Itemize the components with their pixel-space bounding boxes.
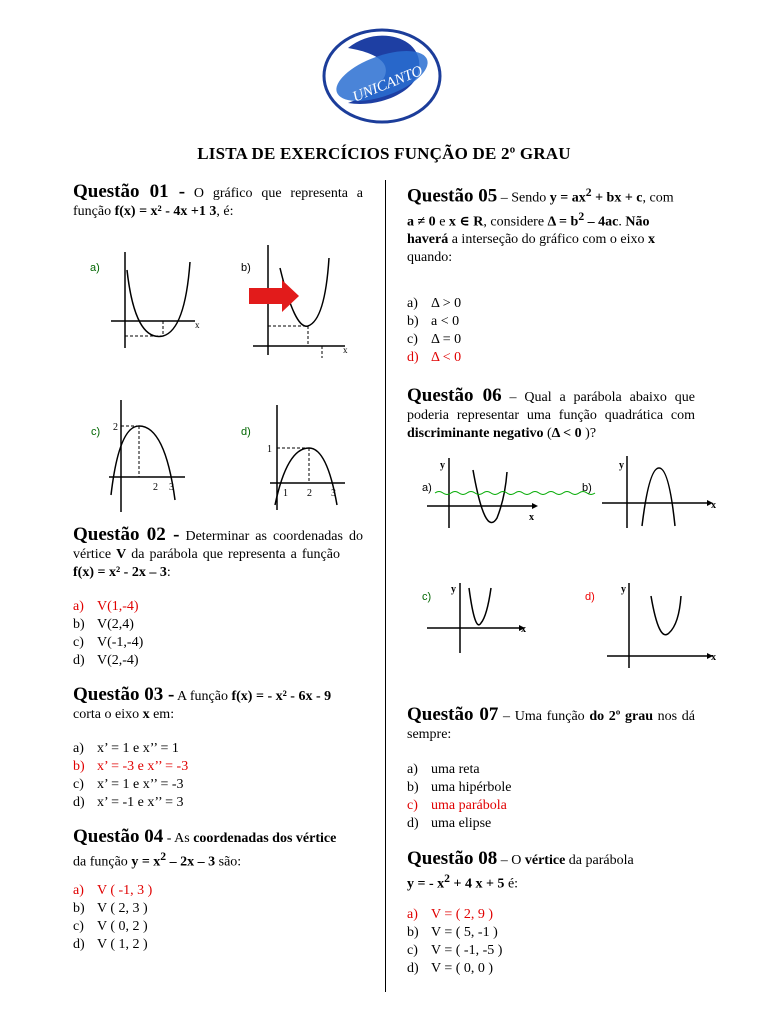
question-08-options — [407, 906, 502, 978]
option-d[interactable]: d) V ( 1, 2 ) — [73, 937, 148, 952]
question-01-heading: Questão 01 - — [73, 181, 186, 202]
graph-d-label: d) — [585, 591, 595, 603]
question-02: Questão 02 - Determinar as coordenadas do vértice V da parábola que representa a função f(x) = x² - 2x – 3: — [73, 524, 364, 580]
graph-d-x-tick-2: 2 — [307, 488, 312, 499]
option-b[interactable]: b) V = ( 5, -1 ) — [407, 925, 498, 940]
option-d[interactable]: d) V = ( 0, 0 ) — [407, 961, 494, 976]
question-08-heading: Questão 08 — [407, 848, 498, 869]
option-c[interactable]: c) V = ( -1, -5 ) — [407, 943, 503, 958]
graph-c-label: c) — [422, 591, 432, 603]
graph-c-label: c) — [91, 426, 101, 438]
graph-c-y-tick: 2 — [113, 422, 118, 433]
graph-d-x-tick-3: 3 — [331, 488, 336, 499]
option-a[interactable]: a) uma reta — [407, 762, 480, 777]
graph-d-y-label: y — [621, 584, 626, 595]
logo-text: UNICANTO — [350, 63, 426, 106]
question-05-options — [407, 295, 461, 367]
graph-d-x-label: x — [711, 652, 716, 663]
option-d[interactable]: d) uma elipse — [407, 816, 492, 831]
option-c[interactable]: c) Δ = 0 — [407, 332, 462, 347]
question-04-options — [73, 882, 152, 954]
graph-b-label: b) — [582, 482, 592, 494]
graph-b-label: b) — [241, 262, 251, 274]
option-a[interactable]: a) Δ > 0 — [407, 296, 462, 311]
question-06-heading: Questão 06 — [407, 385, 502, 406]
option-b[interactable]: b) V ( 2, 3 ) — [73, 901, 148, 916]
graph-c-x-tick-1: 2 — [153, 482, 158, 493]
option-b[interactable]: b) V(2,4) — [73, 617, 134, 632]
question-03-options — [73, 740, 188, 812]
graph-d-y-tick: 1 — [267, 444, 272, 455]
question-03-heading: Questão 03 - — [73, 684, 175, 705]
question-07: Questão 07 – Uma função do 2º grau nos dá sempre: — [407, 704, 695, 742]
graph-d-x-tick-1: 1 — [283, 488, 288, 499]
svg-text:x: x — [195, 320, 200, 330]
graph-a-label: a) — [90, 262, 100, 274]
graph-c-x-label: x — [521, 624, 526, 635]
graph-b-x-label: x — [711, 500, 716, 511]
svg-text:x: x — [343, 345, 348, 355]
option-a[interactable]: a) x’ = 1 e x’’ = 1 — [73, 741, 179, 756]
question-06-graphs — [407, 448, 725, 688]
option-a[interactable]: a) V ( -1, 3 ) — [73, 883, 153, 898]
graph-b-y-label: y — [619, 460, 624, 471]
graph-a-x-label: x — [529, 512, 534, 523]
question-02-options — [73, 598, 143, 670]
question-04-heading: Questão 04 — [73, 826, 164, 847]
graph-a-label: a) — [422, 482, 432, 494]
graph-c-y-label: y — [451, 584, 456, 595]
option-b[interactable]: b) uma hipérbole — [407, 780, 512, 795]
graph-c-x-tick-2: 3 — [169, 482, 174, 493]
page-title: LISTA DE EXERCÍCIOS FUNÇÃO DE 2º GRAU — [197, 144, 571, 163]
option-b[interactable]: b) x’ = -3 e x’’ = -3 — [73, 759, 189, 774]
option-a[interactable]: a) V(1,-4) — [73, 599, 139, 614]
question-04: Questão 04 - As coordenadas dos vértice da função $y = x^2 - 2x - 3$ são: — [73, 826, 337, 870]
option-d[interactable]: d) V(2,-4) — [73, 653, 139, 668]
option-c[interactable]: c) V ( 0, 2 ) — [73, 919, 148, 934]
graph-a-y-label: y — [440, 460, 445, 471]
option-b[interactable]: b) a < 0 — [407, 314, 460, 329]
question-07-options — [407, 761, 511, 833]
question-08: Questão 08 – O vértice da parábola y = - $x^2 + 4$ x + 5 é: — [407, 848, 634, 892]
option-d[interactable]: d) x’ = -1 e x’’ = 3 — [73, 795, 184, 810]
option-c[interactable]: c) x’ = 1 e x’’ = -3 — [73, 777, 184, 792]
question-02-heading: Questão 02 - — [73, 524, 180, 545]
option-d[interactable]: d) Δ < 0 — [407, 350, 462, 365]
question-05: Questão 05 – Sendo $y = ax^2$ + bx + c, com a ≠ 0 e x ∈ R, considere $\Delta = b^2 - 4ac$. Não haverá a interseção do gráfico com o eixo x quando: — [407, 185, 674, 266]
option-c[interactable]: c) V(-1,-4) — [73, 635, 144, 650]
unicanto-logo — [318, 18, 446, 128]
graph-d-label: d) — [241, 426, 251, 438]
question-03: Questão 03 - A função f(x) = - x² - 6x - 9 corta o eixo x em: — [73, 684, 332, 722]
column-divider — [385, 180, 386, 992]
question-01-graphs — [75, 240, 365, 515]
option-c[interactable]: c) uma parábola — [407, 798, 507, 813]
option-a[interactable]: a) V = ( 2, 9 ) — [407, 907, 494, 922]
question-07-heading: Questão 07 — [407, 704, 499, 725]
question-01: Questão 01 - O gráfico que representa a função f(x) = x² - 4x +1 3, é: — [73, 181, 364, 219]
question-05-heading: Questão 05 — [407, 185, 498, 207]
question-06: Questão 06 – Qual a parábola abaixo que poderia representar uma função quadrática com discriminante negativo (Δ < 0 )? — [407, 385, 696, 441]
